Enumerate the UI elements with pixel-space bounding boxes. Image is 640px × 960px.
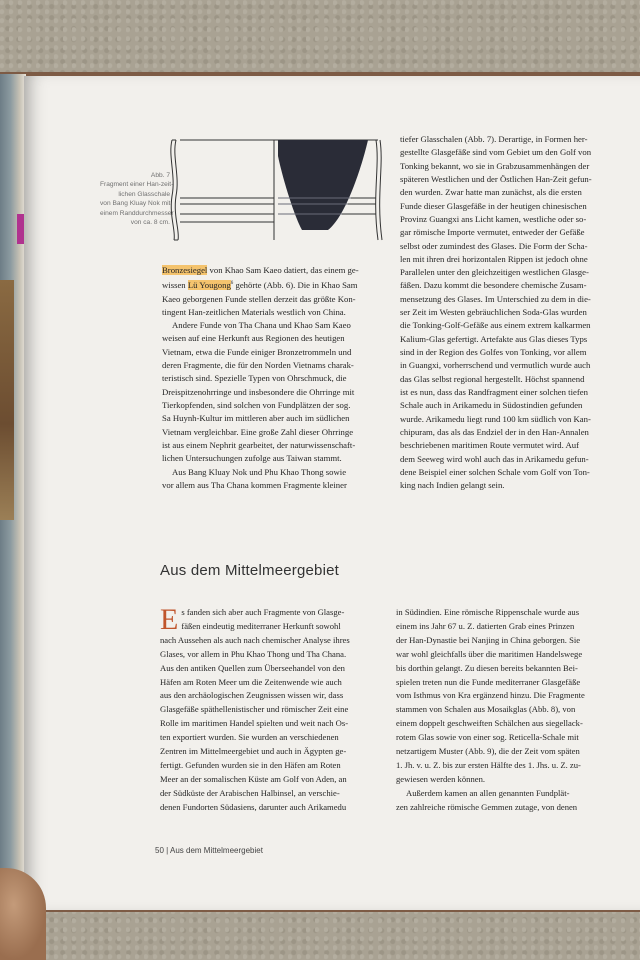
text-line: teristisch sind. Spezielle Typen von Ohrschmuck, die xyxy=(162,373,347,384)
glass-bowl-figure xyxy=(166,136,386,244)
text-line: Meer an der somalischen Küste am Golf von Aden, an xyxy=(160,773,347,784)
text-line: die Tonking-Golf-Gefäße aus einem extrem kalkarmen xyxy=(400,320,591,331)
text-line: in Südindien. Eine römische Rippenschale wurde aus xyxy=(396,607,580,617)
footer-section-title: Aus dem Mittelmeergebiet xyxy=(170,846,263,855)
text-line: gewiesen werden können. xyxy=(396,773,486,784)
text-line: 1. Jh. v. u. Z. bis zur ersten Hälfte des 1. Jhs. u. Z. zu- xyxy=(396,759,581,770)
text-line: mensetzung des Glases. Im Unterschied zu dem in die- xyxy=(400,293,591,304)
text-line: ist es nun, dass das Randfragment einer solchen tiefen xyxy=(400,386,588,397)
text-line: Provinz Guangxi ans Licht kamen, westliche oder so- xyxy=(400,213,587,224)
drop-cap: E xyxy=(160,603,179,636)
text-line: spielen treten nun die Funde mediterraner Glasgefäße xyxy=(396,676,581,687)
text-line: nach Aussehen als auch nach chemischer Analyse ihres xyxy=(160,634,350,645)
text-line: s fanden sich aber auch Fragmente von Glasge- xyxy=(181,607,345,617)
text-line: einem doppelt geschweiften Schälchen aus siegellack- xyxy=(396,718,583,729)
text-line: stammen von Schalen aus Mosaikglas (Abb. 8), von xyxy=(396,704,576,715)
text-line: dem Seeweg wird wohl auch das in Arikamedu gefun- xyxy=(400,453,589,464)
text-line: gar römische Importe vermutet, entweder der Gefäße xyxy=(400,227,585,238)
highlighted-term: Lü Yougong xyxy=(187,280,231,291)
caption-line: von Bang Kluay Nok mit xyxy=(100,200,171,208)
text-line: späteren Westlichen und der Östlichen Han-Zeit gefun- xyxy=(400,173,592,184)
text-line: einem ins Jahr 67 u. Z. datierten Grab eines Prinzen xyxy=(396,620,575,631)
text-line: ten exportiert wurden. Sie wurden an verschiedenen xyxy=(160,732,339,743)
caption-line: von ca. 8 cm. xyxy=(130,219,170,227)
text-line: wissen Lü Yougong$^6$ gehörte (Abb. 6). Die in Khao Sam xyxy=(162,280,358,291)
text-column-upper-right xyxy=(400,133,622,492)
text-line: denen Fundorten Südasiens, darunter auch Arikamedu xyxy=(160,801,347,812)
text-column-lower-right xyxy=(396,606,622,815)
text-line: dene Beispiel einer solchen Schale vom Golf von Ton- xyxy=(400,466,590,477)
text-line: Andere Funde von Tha Chana und Khao Sam Kaeo xyxy=(172,320,351,331)
caption-line: Fragment einer Han-zeit- xyxy=(100,181,174,189)
text-line: weisen auf eine Herkunft aus Regionen des heutigen xyxy=(162,333,345,344)
text-line: Kaeo geborgenen Funde stellen derzeit das größte Kon- xyxy=(162,293,356,304)
text-line: Aus Bang Kluay Nok und Phu Khao Thong sowie xyxy=(172,466,347,477)
left-page-image-strip xyxy=(0,280,14,520)
text-column-upper-left xyxy=(162,264,384,492)
text-line: king nach Indien gelangt sein. xyxy=(400,480,505,491)
text-line: bis dorthin gelangt. Zu diesen bereits bekannten Bei- xyxy=(396,662,578,673)
text-line: den wurden. Zwar hatte man zunächst, als die ersten xyxy=(400,187,582,198)
text-line: Bronzesiegel von Khao Sam Kaeo datiert, das einem ge- xyxy=(162,265,359,275)
text-line: Außerdem kamen an allen genannten Fundplät- xyxy=(406,787,570,798)
text-line: Rolle im maritimen Handel spielten und weit nach Os- xyxy=(160,718,349,729)
text-line: der Han-Dynastie bei Nanjing in China geborgen. Sie xyxy=(396,634,581,645)
text-line: Tonking bekannt, wo sie in Grabzusammenhängen der xyxy=(400,160,590,171)
text-line: selbst oder zumindest des Glases. Die Form der Scha- xyxy=(400,240,588,251)
text-line: Dreispitzenohrringe und insbesondere die Ohrringe mit xyxy=(162,386,355,397)
text-line: Glases, vor allem in Phu Khao Thong und Tha Chana. xyxy=(160,648,347,659)
bowl-fragment-shape xyxy=(278,140,368,230)
text-line: tiefer Glasschalen (Abb. 7). Derartige, in Formen her- xyxy=(400,134,588,144)
text-line: len mit ihren drei horizontalen Rippen ist jedoch ohne xyxy=(400,253,588,264)
text-line: tingent Han-zeitlichen Materials westlich von China. xyxy=(162,306,346,317)
text-line: deren Fragmente, die für den Norden Vietnams charak- xyxy=(162,360,354,371)
text-line: zen zahlreiche römische Gemmen zutage, von denen xyxy=(396,801,578,812)
text-line: der Südküste der Arabischen Halbinsel, an verschie- xyxy=(160,787,340,798)
text-line: Kalium-Glas gefertigt. Artefakte aus Glas dieses Typs xyxy=(400,333,588,344)
text-line: Vietnam, etwa die Funde einiger Bronzetrommeln und xyxy=(162,346,352,357)
caption-line: lichen Glasschale xyxy=(118,190,170,198)
text-line: fäßen eindeutig mediterraner Herkunft sowohl xyxy=(181,620,341,631)
text-line: wurde. Arikamedu liegt rund 100 km südlich von Kan- xyxy=(400,413,591,424)
text-line: Vietnam vergleichbar. Eine große Zahl dieser Ohrringe xyxy=(162,426,354,437)
highlighted-term: Bronzesiegel xyxy=(162,265,208,275)
text-line: Schale auch in Arikamedu in Südostindien gefunden xyxy=(400,400,583,411)
caption-line: einem Randdurchmesser xyxy=(100,209,174,217)
figure-caption xyxy=(100,171,174,227)
text-line: Aus den antiken Quellen zum Überseehandel von den xyxy=(160,662,345,673)
text-line: ser Zeit im Westen gebräuchlichen Soda-Glas wurden xyxy=(400,307,587,318)
page-number: 50 xyxy=(155,846,164,855)
text-line: aus den archäologischen Zeugnissen wissen wir, dass xyxy=(160,690,344,701)
text-line: Funde dieser Glasgefäße in der heutigen chinesischen xyxy=(400,200,587,211)
text-line: lichen Untersuchungen zufolge aus Taiwan stammt. xyxy=(162,453,342,464)
text-line: vom Isthmus von Kra ergänzend hinzu. Die Fragmente xyxy=(396,690,585,701)
text-line: rotem Glas sowie von einer sog. Reticella-Schale mit xyxy=(396,732,579,743)
section-heading: Aus dem Mittelmeergebiet xyxy=(160,562,340,579)
text-line: beschriebenen maritimen Route vermutet wird. Auf xyxy=(400,440,580,451)
text-line: sind in der Region des Golfes von Tonking, vor allem xyxy=(400,347,587,357)
text-line: Zentren im Mittelmeergebiet und auch in Ägypten ge- xyxy=(160,746,347,757)
text-line: Glasgefäße späthellenistischer und römischer Zeit eine xyxy=(160,704,349,715)
text-line: fertigt. Gefunden wurden sie in den Häfen am Roten xyxy=(160,759,341,770)
text-line: ist aus einem Nephrit gearbeitet, der naturwissenschaft- xyxy=(162,439,356,450)
text-line: Tierkopfenden, sind solchen von Fundplätzen der sog. xyxy=(162,400,351,411)
text-line: war wohl gleichfalls über die maritimen Handelswege xyxy=(396,648,583,659)
text-line: Sa Huynh-Kultur im mittleren aber auch im südlichen xyxy=(162,413,350,424)
text-line: chipuram, das als das Endziel der in den Han-Annalen xyxy=(400,426,589,437)
footer-separator: | xyxy=(166,846,169,855)
text-line: das Glas selbst regional hergestellt. Höchst spannend xyxy=(400,373,585,384)
caption-line: Abb. 7 xyxy=(150,172,170,179)
text-line: vor allem aus Tha Chana kommen Fragmente kleiner xyxy=(162,479,347,490)
text-line: netzartigem Muster (Abb. 9), die der Zeit vom späten xyxy=(396,746,580,757)
text-line: in Guangxi, vorherrschend und vermutlich wurde auch xyxy=(400,360,591,371)
text-line: fäßen. Dazu kommt die besondere chemische Zusam- xyxy=(400,280,587,291)
page-footer xyxy=(155,846,263,855)
text-line: Häfen am Roten Meer um die Zeitenwende wie auch xyxy=(160,676,342,687)
text-line: gestellte Glasgefäße sind vom Gebiet um den Golf von xyxy=(400,147,592,158)
text-line: Parallelen unter den gleichzeitigen westlichen Glasge- xyxy=(400,267,589,278)
text-column-lower-left xyxy=(160,603,382,815)
